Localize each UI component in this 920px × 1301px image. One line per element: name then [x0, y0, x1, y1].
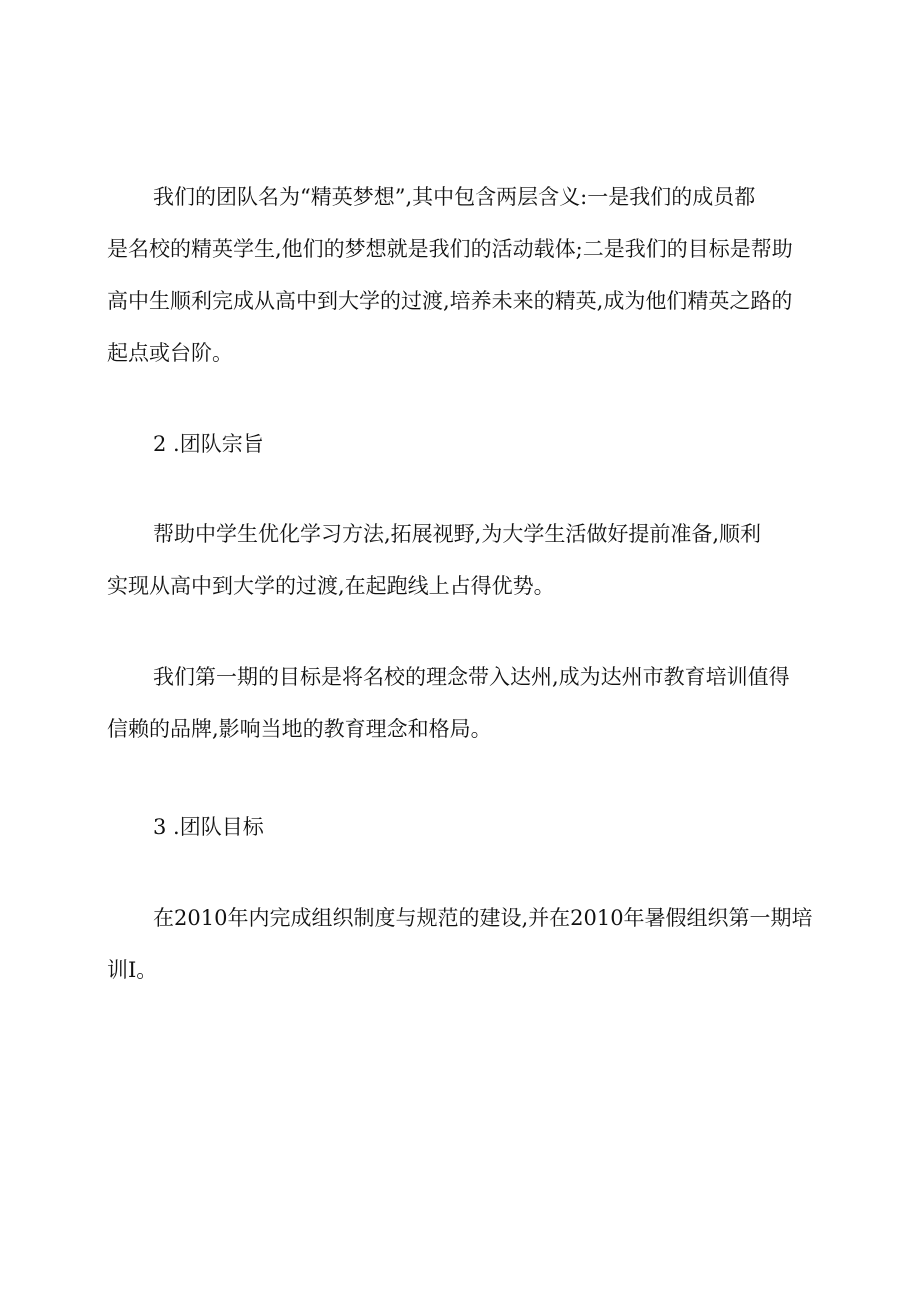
team-name-paragraph — [107, 171, 827, 379]
paragraph-line: 是名校的精英学生,他们的梦想就是我们的活动载体;二是我们的目标是帮助 — [107, 237, 793, 261]
paragraph-line: 帮助中学生优化学习方法,拓展视野,为大学生活做好提前准备,顺利 — [153, 522, 762, 546]
section-heading-goals: 3 .团队目标 — [153, 815, 264, 839]
goals-paragraph — [107, 892, 827, 996]
section-heading-purpose: 2 .团队宗旨 — [153, 432, 264, 456]
paragraph-line: 信赖的品牌,影响当地的教育理念和格局。 — [107, 717, 492, 741]
paragraph-line: 我们第一期的目标是将名校的理念带入达州,成为达州市教育培训值得 — [153, 665, 790, 689]
paragraph-line: 高中生顺利完成从高中到大学的过渡,培养未来的精英,成为他们精英之路的 — [107, 289, 793, 313]
paragraph-line: 在2010年内完成组织制度与规范的建设,并在2010年暑假组织第一期培 — [153, 906, 813, 930]
purpose-paragraph — [107, 508, 827, 612]
paragraph-line: 起点或台阶。 — [107, 341, 233, 365]
paragraph-line: 训I。 — [107, 958, 158, 982]
first-phase-goal-paragraph — [107, 651, 827, 755]
paragraph-line: 实现从高中到大学的过渡,在起跑线上占得优势。 — [107, 574, 555, 598]
paragraph-line: 我们的团队名为“精英梦想”,其中包含两层含义:一是我们的成员都 — [153, 185, 756, 209]
